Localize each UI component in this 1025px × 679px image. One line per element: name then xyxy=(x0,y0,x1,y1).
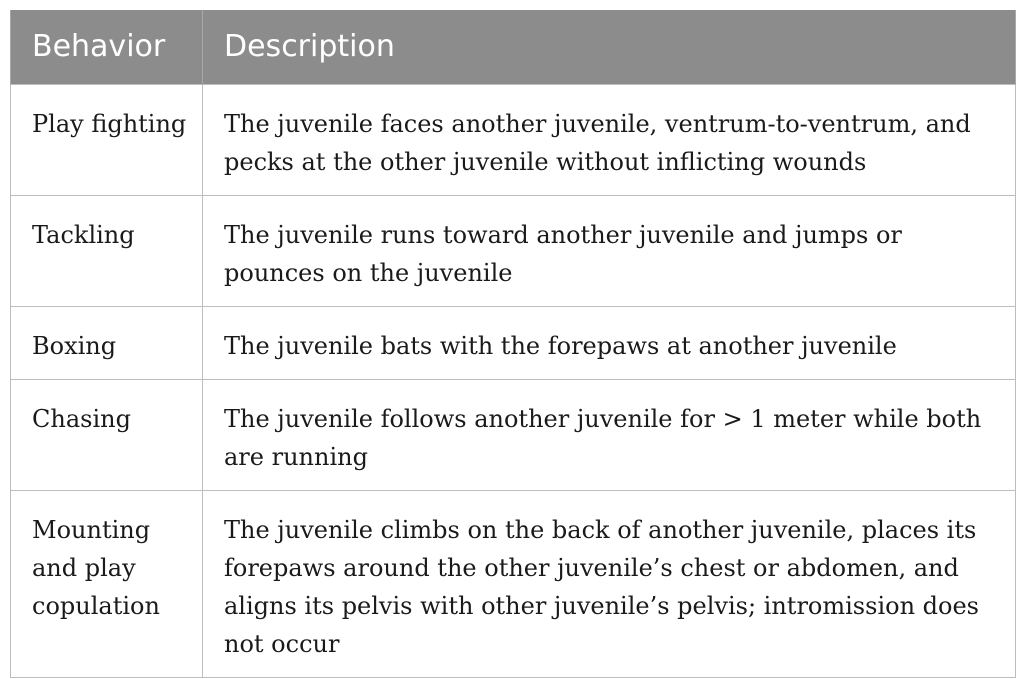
header-description: Description xyxy=(203,10,1016,84)
behavior-table xyxy=(10,10,1016,678)
behavior-cell: Boxing xyxy=(11,306,203,379)
description-cell: The juvenile climbs on the back of another juvenile, places its forepaws around the other juvenile’s chest or abdomen, and aligns its pelvis with other juvenile’s pelvis; intromission does not occur xyxy=(203,490,1016,677)
behavior-cell: Mounting and play copulation xyxy=(11,490,203,677)
description-cell: The juvenile bats with the forepaws at another juvenile xyxy=(203,306,1016,379)
behavior-cell: Tackling xyxy=(11,195,203,306)
header-behavior: Behavior xyxy=(11,10,203,84)
description-cell: The juvenile runs toward another juvenile and jumps or pounces on the juvenile xyxy=(203,195,1016,306)
description-cell: The juvenile faces another juvenile, ventrum-to-ventrum, and pecks at the other juvenile without inflicting wounds xyxy=(203,84,1016,195)
table-row xyxy=(11,306,1016,379)
table-row xyxy=(11,490,1016,677)
description-cell: The juvenile follows another juvenile for > 1 meter while both are running xyxy=(203,379,1016,490)
header-row xyxy=(11,10,1016,84)
table-row xyxy=(11,379,1016,490)
table-row xyxy=(11,84,1016,195)
behavior-cell: Chasing xyxy=(11,379,203,490)
behavior-cell: Play fighting xyxy=(11,84,203,195)
table-row xyxy=(11,195,1016,306)
